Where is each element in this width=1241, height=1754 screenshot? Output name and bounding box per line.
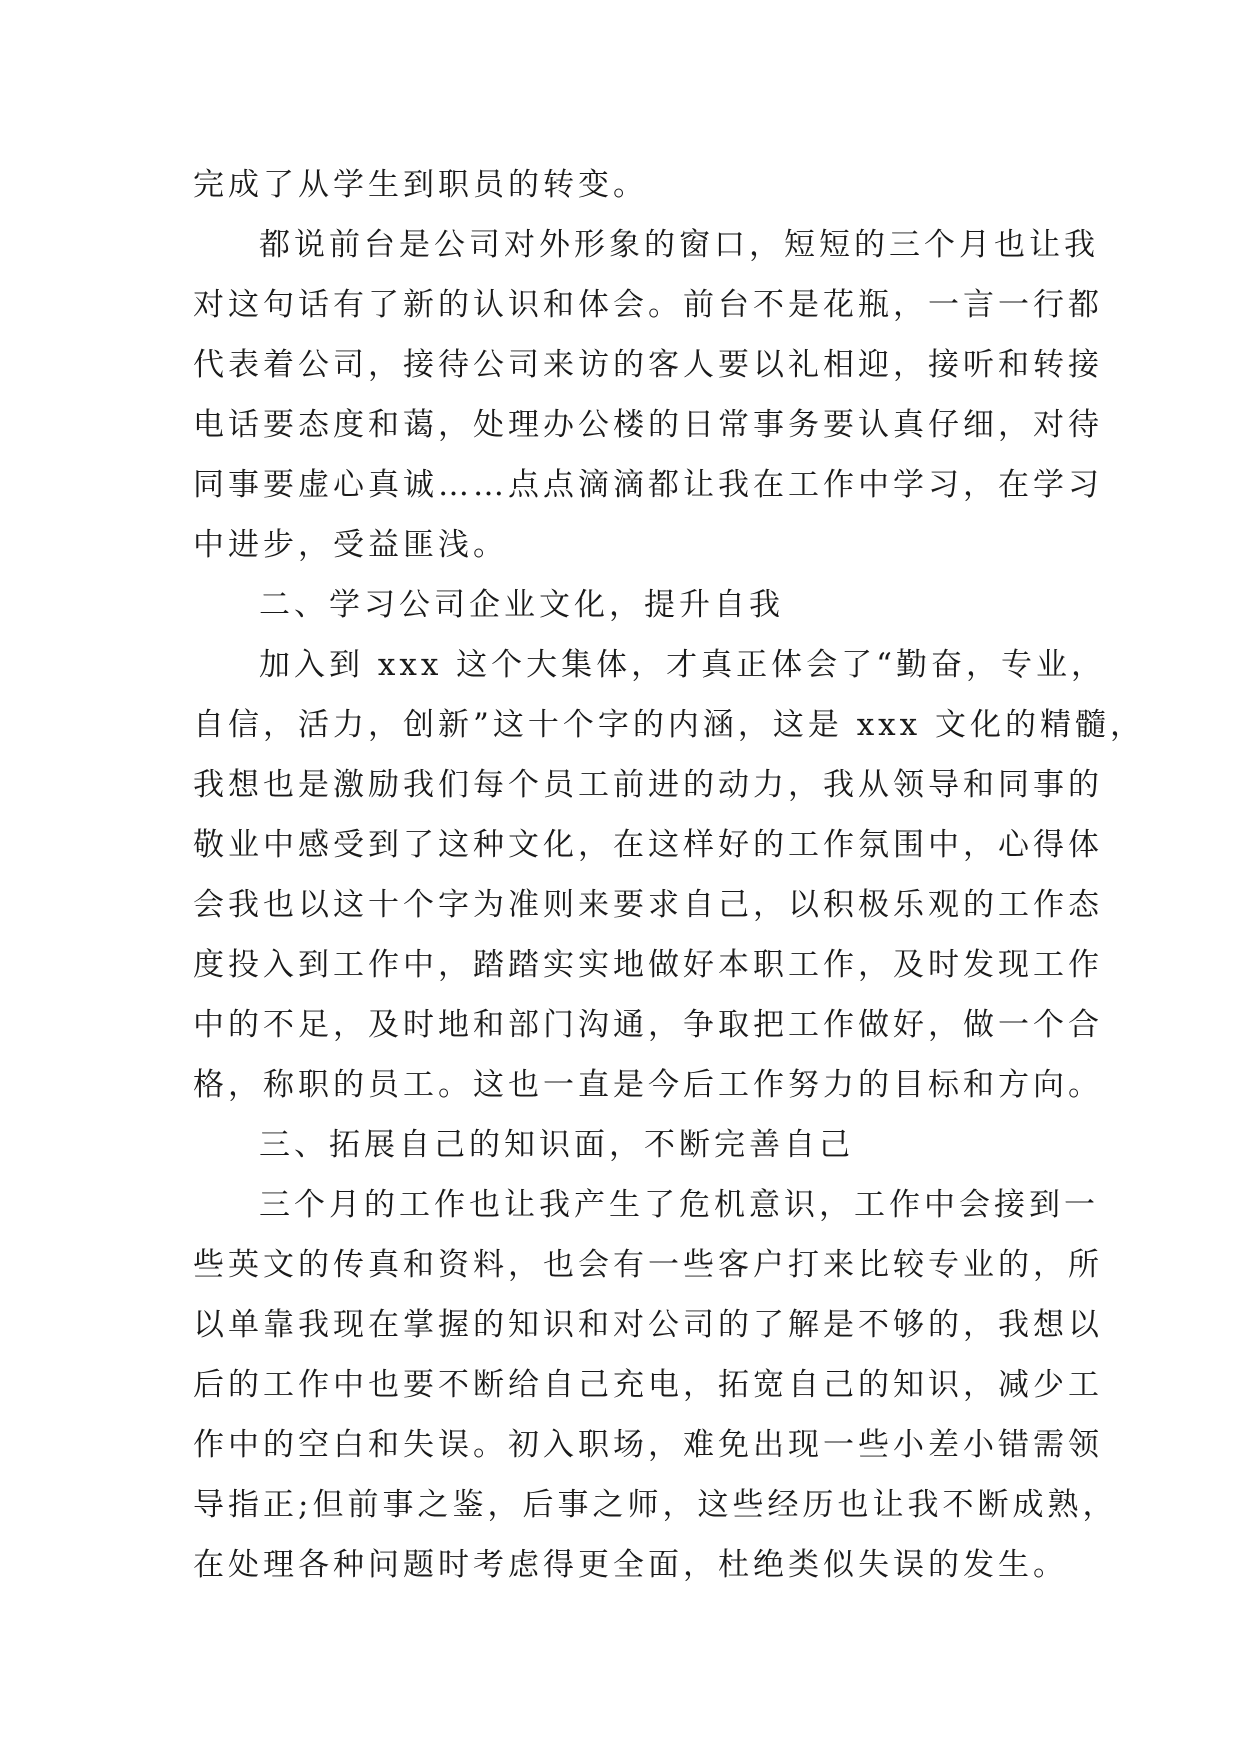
text-line: 电话要态度和蔼，处理办公楼的日常事务要认真仔细，对待 <box>193 407 1103 443</box>
text-line: 三个月的工作也让我产生了危机意识，工作中会接到一 <box>259 1187 1099 1223</box>
text-line: 我想也是激励我们每个员工前进的动力，我从领导和同事的 <box>193 767 1103 803</box>
text-line: 自信，活力，创新”这十个字的内涵，这是 xxx 文化的精髓， <box>193 707 1146 743</box>
text-line: 同事要虚心真诚……点点滴滴都让我在工作中学习，在学习 <box>193 467 1103 503</box>
text-line: 三、拓展自己的知识面，不断完善自己 <box>259 1127 854 1163</box>
text-line: 对这句话有了新的认识和体会。前台不是花瓶，一言一行都 <box>193 287 1103 323</box>
text-line: 中进步，受益匪浅。 <box>193 527 508 563</box>
text-line: 完成了从学生到职员的转变。 <box>193 167 648 203</box>
text-line: 后的工作中也要不断给自己充电，拓宽自己的知识，减少工 <box>193 1367 1103 1403</box>
text-line: 二、学习公司企业文化，提升自我 <box>259 587 784 623</box>
text-line: 都说前台是公司对外形象的窗口，短短的三个月也让我 <box>259 227 1099 263</box>
text-line: 格，称职的员工。这也一直是今后工作努力的目标和方向。 <box>193 1067 1103 1103</box>
text-line: 代表着公司，接待公司来访的客人要以礼相迎，接听和转接 <box>193 347 1103 383</box>
document-body <box>193 155 1146 1595</box>
text-line: 些英文的传真和资料，也会有一些客户打来比较专业的，所 <box>193 1247 1103 1283</box>
text-line: 作中的空白和失误。初入职场，难免出现一些小差小错需领 <box>193 1427 1103 1463</box>
text-line: 导指正;但前事之鉴，后事之师，这些经历也让我不断成熟， <box>193 1487 1118 1523</box>
text-line: 中的不足，及时地和部门沟通，争取把工作做好，做一个合 <box>193 1007 1103 1043</box>
text-line: 敬业中感受到了这种文化，在这样好的工作氛围中，心得体 <box>193 827 1103 863</box>
text-line: 度投入到工作中，踏踏实实地做好本职工作，及时发现工作 <box>193 947 1103 983</box>
text-line: 以单靠我现在掌握的知识和对公司的了解是不够的，我想以 <box>193 1307 1103 1343</box>
text-line: 在处理各种问题时考虑得更全面，杜绝类似失误的发生。 <box>193 1547 1068 1583</box>
text-line: 加入到 xxx 这个大集体，才真正体会了“勤奋，专业， <box>259 647 1107 683</box>
text-line: 会我也以这十个字为准则来要求自己，以积极乐观的工作态 <box>193 887 1103 923</box>
